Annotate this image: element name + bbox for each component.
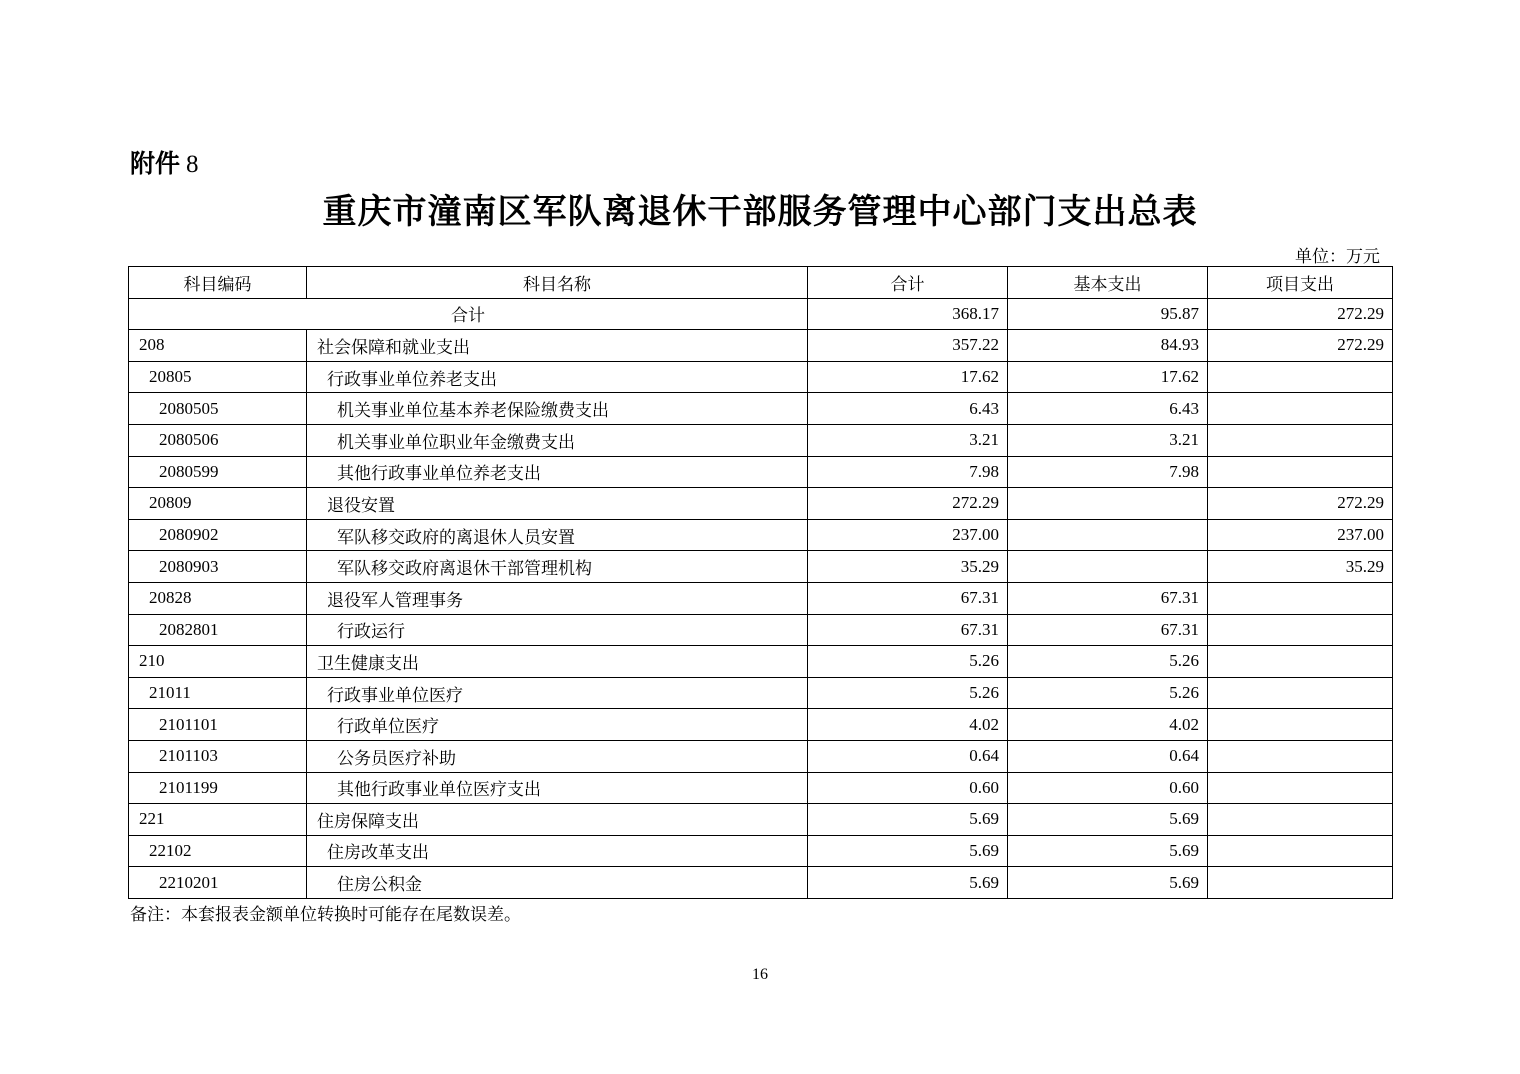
page-title: 重庆市潼南区军队离退休干部服务管理中心部门支出总表: [322, 192, 1198, 232]
row-code: 221: [129, 804, 307, 836]
table-row: [129, 677, 1393, 709]
row-code: 2101199: [129, 772, 307, 804]
row-total: 0.64: [808, 740, 1008, 772]
row-total: 67.31: [808, 614, 1008, 646]
total-basic: 95.87: [1008, 298, 1208, 330]
row-project: [1208, 361, 1393, 393]
row-project: 272.29: [1208, 488, 1393, 520]
row-name: 其他行政事业单位养老支出: [307, 456, 808, 488]
row-basic: 5.69: [1008, 867, 1208, 899]
table-row: [129, 519, 1393, 551]
row-project: [1208, 835, 1393, 867]
row-basic: 84.93: [1008, 330, 1208, 362]
table-row: [129, 424, 1393, 456]
row-project: [1208, 646, 1393, 678]
row-name: 住房公积金: [307, 867, 808, 899]
row-basic: 5.69: [1008, 835, 1208, 867]
row-project: 272.29: [1208, 330, 1393, 362]
table-row: [129, 456, 1393, 488]
row-project: [1208, 614, 1393, 646]
row-name: 退役军人管理事务: [307, 582, 808, 614]
row-total: 237.00: [808, 519, 1008, 551]
row-code: 21011: [129, 677, 307, 709]
page-number: 16: [752, 966, 768, 983]
row-basic: 4.02: [1008, 709, 1208, 741]
row-code: 20828: [129, 582, 307, 614]
row-name: 公务员医疗补助: [307, 740, 808, 772]
table-row: [129, 740, 1393, 772]
table-row: [129, 804, 1393, 836]
table-row: [129, 488, 1393, 520]
row-total: 67.31: [808, 582, 1008, 614]
row-basic: 5.69: [1008, 804, 1208, 836]
row-name: 机关事业单位职业年金缴费支出: [307, 424, 808, 456]
row-project: 237.00: [1208, 519, 1393, 551]
row-total: 3.21: [808, 424, 1008, 456]
row-code: 2080599: [129, 456, 307, 488]
row-name: 住房保障支出: [307, 804, 808, 836]
row-name: 军队移交政府的离退休人员安置: [307, 519, 808, 551]
table-row: [129, 709, 1393, 741]
row-basic: [1008, 551, 1208, 583]
table-row: [129, 551, 1393, 583]
row-basic: [1008, 488, 1208, 520]
row-basic: 5.26: [1008, 646, 1208, 678]
total-sum: 368.17: [808, 298, 1008, 330]
row-code: 2082801: [129, 614, 307, 646]
row-basic: 0.64: [1008, 740, 1208, 772]
row-code: 2101101: [129, 709, 307, 741]
row-project: [1208, 709, 1393, 741]
row-total: 5.26: [808, 646, 1008, 678]
total-row: [129, 298, 1393, 330]
header-total: 合计: [808, 267, 1008, 299]
row-name: 卫生健康支出: [307, 646, 808, 678]
row-total: 357.22: [808, 330, 1008, 362]
row-total: 5.69: [808, 835, 1008, 867]
header-basic: 基本支出: [1008, 267, 1208, 299]
row-basic: 67.31: [1008, 614, 1208, 646]
row-name: 退役安置: [307, 488, 808, 520]
attachment-text: 附件: [130, 149, 181, 178]
row-name: 行政事业单位医疗: [307, 677, 808, 709]
table-row: [129, 361, 1393, 393]
row-name: 住房改革支出: [307, 835, 808, 867]
row-project: [1208, 740, 1393, 772]
row-code: 22102: [129, 835, 307, 867]
row-project: [1208, 804, 1393, 836]
row-basic: 5.26: [1008, 677, 1208, 709]
row-project: 35.29: [1208, 551, 1393, 583]
table-row: [129, 867, 1393, 899]
row-total: 5.26: [808, 677, 1008, 709]
row-code: 2080506: [129, 424, 307, 456]
table-row: [129, 582, 1393, 614]
row-project: [1208, 677, 1393, 709]
table-row: [129, 330, 1393, 362]
row-name: 机关事业单位基本养老保险缴费支出: [307, 393, 808, 425]
header-code: 科目编码: [129, 267, 307, 299]
row-basic: 7.98: [1008, 456, 1208, 488]
table-row: [129, 646, 1393, 678]
table-row: [129, 835, 1393, 867]
row-name: 行政事业单位养老支出: [307, 361, 808, 393]
table-header-row: [129, 267, 1393, 299]
row-total: 35.29: [808, 551, 1008, 583]
attachment-number: 8: [186, 151, 199, 178]
row-code: 2101103: [129, 740, 307, 772]
row-name: 行政运行: [307, 614, 808, 646]
footnote: 备注：本套报表金额单位转换时可能存在尾数误差。: [130, 905, 521, 924]
row-project: [1208, 456, 1393, 488]
row-total: 272.29: [808, 488, 1008, 520]
row-name: 军队移交政府离退休干部管理机构: [307, 551, 808, 583]
unit-label: 单位：万元: [1295, 247, 1380, 266]
header-project: 项目支出: [1208, 267, 1393, 299]
row-name: 其他行政事业单位医疗支出: [307, 772, 808, 804]
header-name: 科目名称: [307, 267, 808, 299]
row-name: 社会保障和就业支出: [307, 330, 808, 362]
row-total: 6.43: [808, 393, 1008, 425]
row-code: 20809: [129, 488, 307, 520]
row-basic: 6.43: [1008, 393, 1208, 425]
expenditure-table: [128, 266, 1393, 899]
total-project: 272.29: [1208, 298, 1393, 330]
row-basic: 3.21: [1008, 424, 1208, 456]
row-code: 2210201: [129, 867, 307, 899]
attachment-label: [130, 144, 199, 180]
row-project: [1208, 867, 1393, 899]
row-basic: 17.62: [1008, 361, 1208, 393]
row-code: 20805: [129, 361, 307, 393]
table-row: [129, 614, 1393, 646]
table-row: [129, 772, 1393, 804]
table-row: [129, 393, 1393, 425]
row-code: 2080902: [129, 519, 307, 551]
row-basic: [1008, 519, 1208, 551]
row-total: 17.62: [808, 361, 1008, 393]
row-total: 5.69: [808, 867, 1008, 899]
row-code: 2080505: [129, 393, 307, 425]
row-total: 7.98: [808, 456, 1008, 488]
row-code: 208: [129, 330, 307, 362]
row-project: [1208, 424, 1393, 456]
row-total: 5.69: [808, 804, 1008, 836]
total-label: 合计: [129, 298, 808, 330]
row-basic: 0.60: [1008, 772, 1208, 804]
row-basic: 67.31: [1008, 582, 1208, 614]
row-code: 2080903: [129, 551, 307, 583]
row-code: 210: [129, 646, 307, 678]
row-name: 行政单位医疗: [307, 709, 808, 741]
row-project: [1208, 393, 1393, 425]
row-project: [1208, 582, 1393, 614]
row-project: [1208, 772, 1393, 804]
row-total: 4.02: [808, 709, 1008, 741]
row-total: 0.60: [808, 772, 1008, 804]
